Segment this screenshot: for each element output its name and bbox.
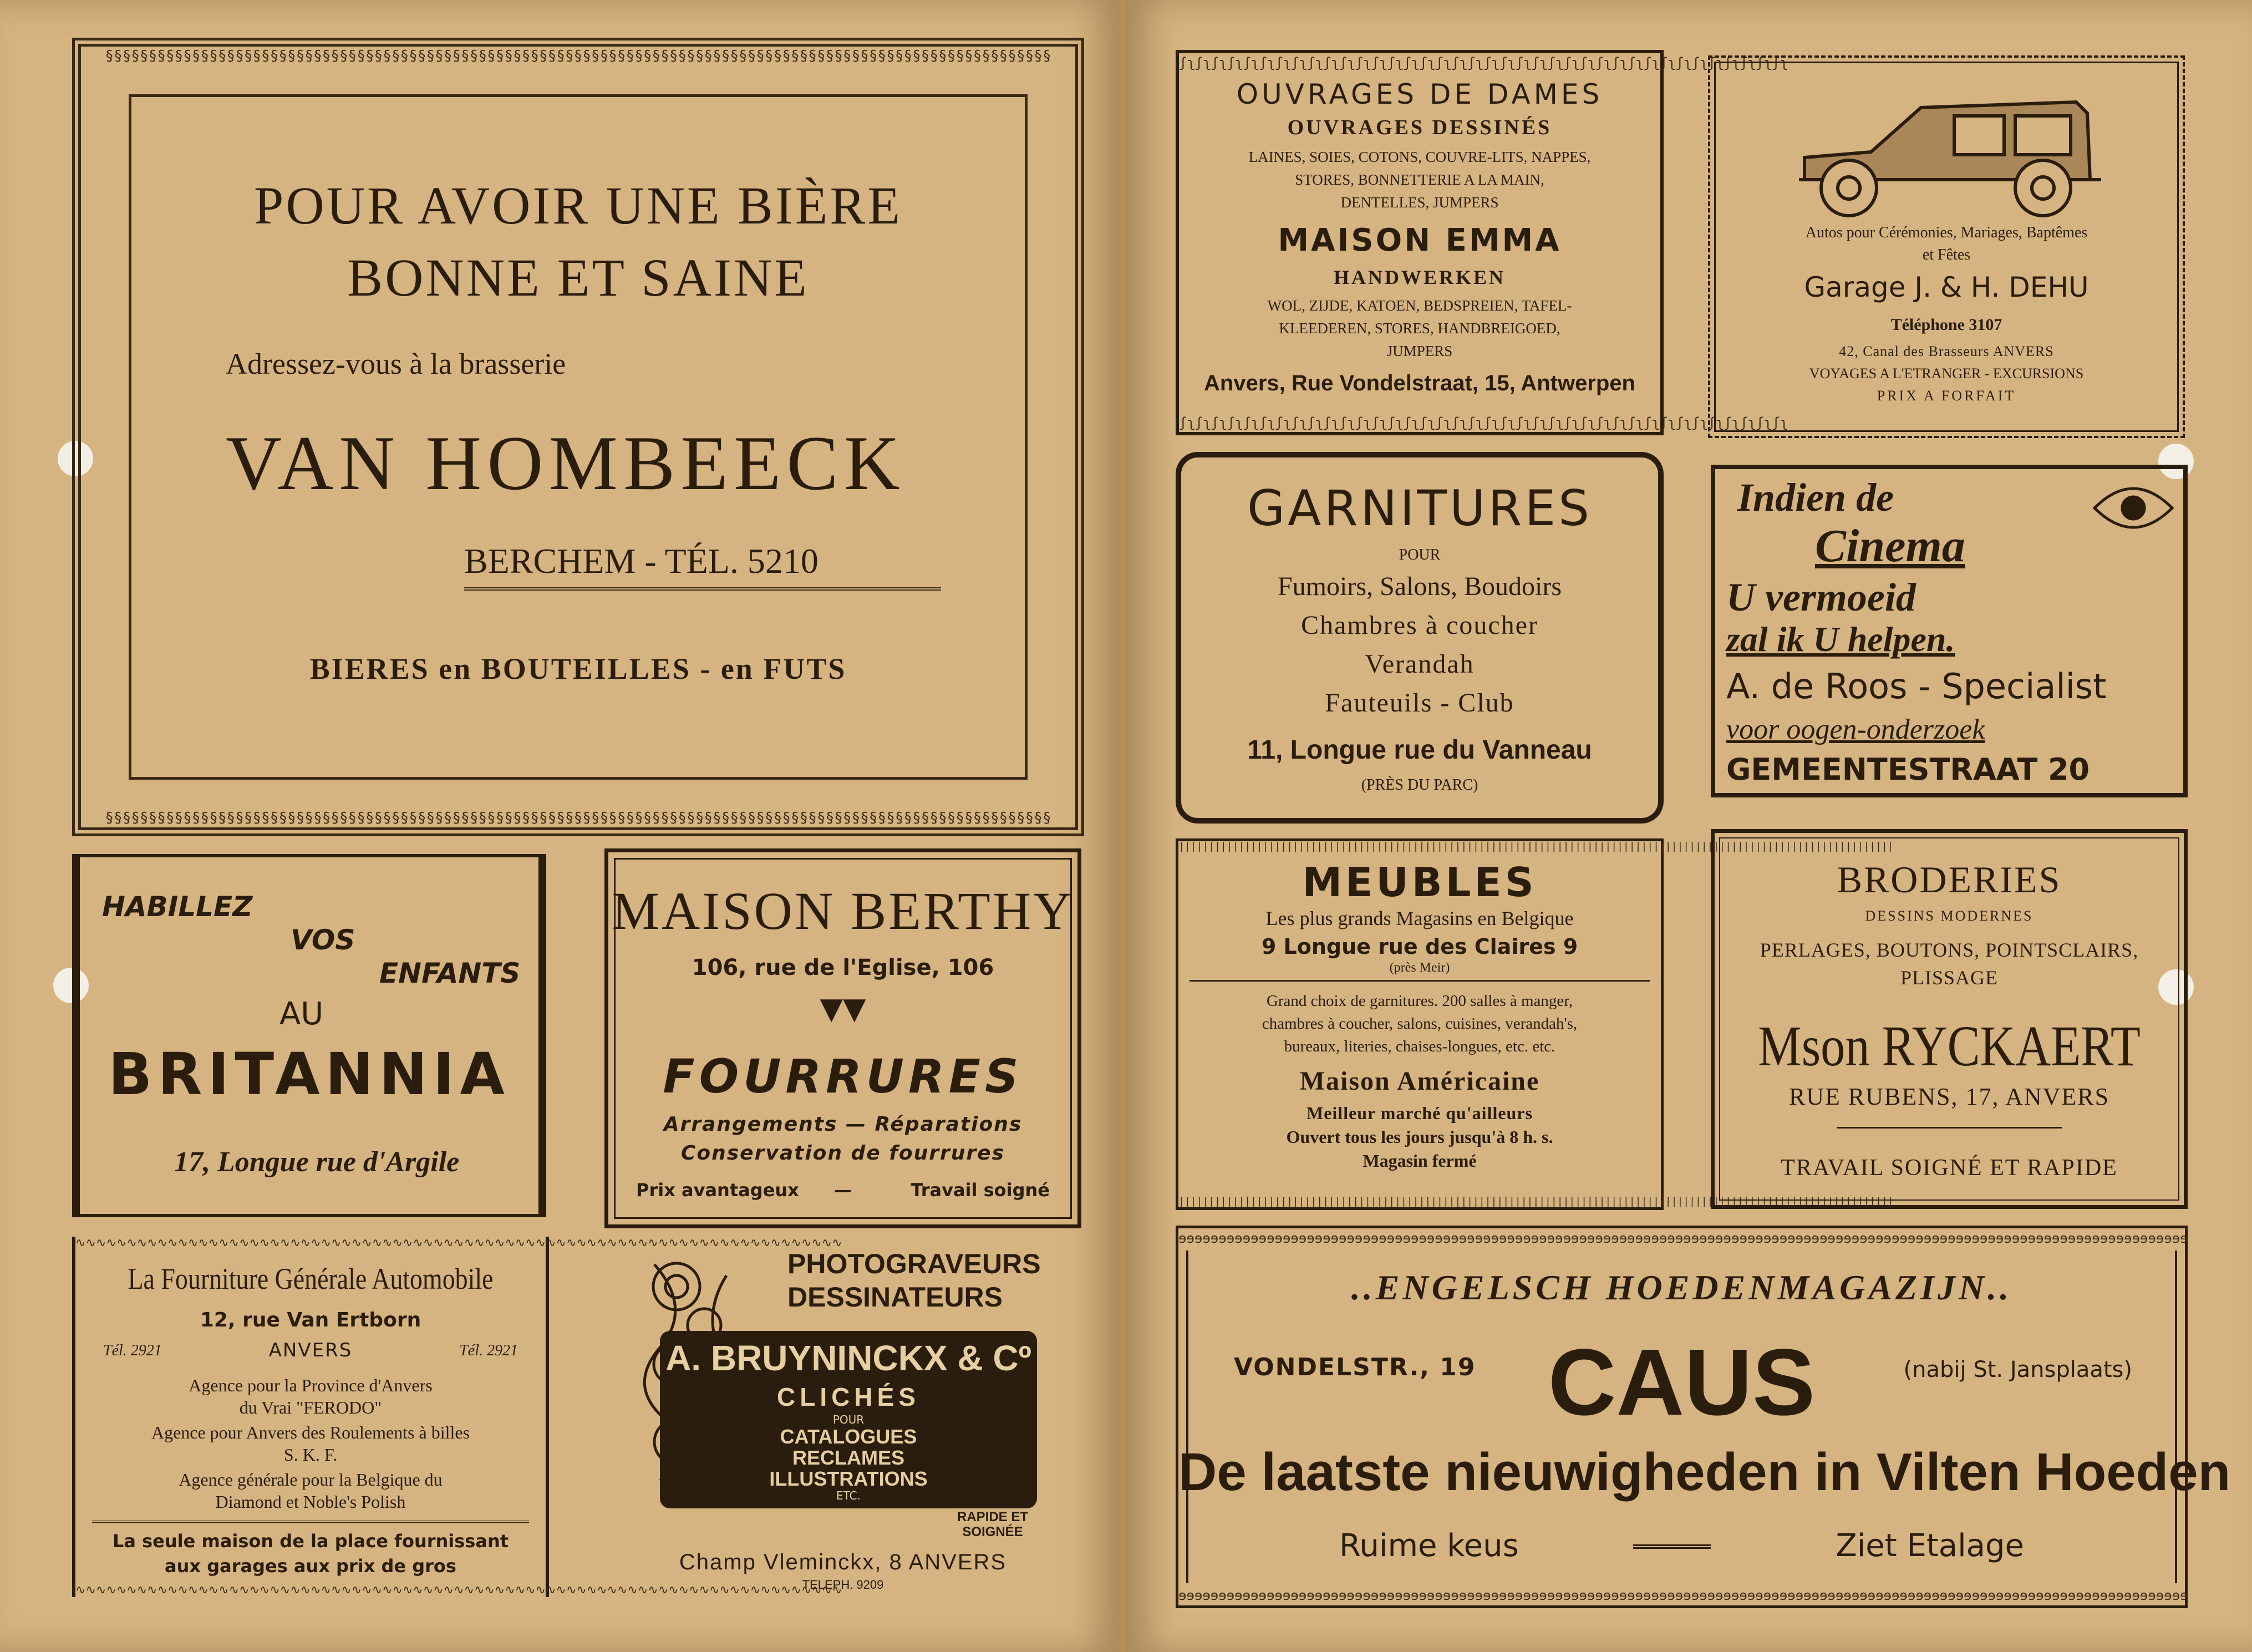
- garnitures-pour: POUR: [1399, 546, 1441, 563]
- decorative-border: ʃʅʃʅʃʅʃʅʃʅʃʅʃʅʃʅʃʅʃʅʃʅʃʅʃʅʃʅʃʅʃʅʃʅʃʅʃʅʃʅʃʅʃʅʃʅʃʅʃʅʃʅʃʅʃʅʃʅʃʅʃʅʃʅʃʅʃʅʃʅʃʅʃʅʃʅ: [1179, 415, 1788, 430]
- ad-maison-berthy: [604, 848, 1081, 1228]
- meubles-desc-3: bureaux, literies, chaises-longues, etc. etc.: [1284, 1038, 1555, 1055]
- emma-title-fr: OUVRAGES DE DAMES: [1236, 78, 1603, 110]
- garnitures-address: 11, Longue rue du Vanneau: [1247, 735, 1592, 765]
- emma-items-fr-3: DENTELLES, JUMPERS: [1340, 194, 1499, 211]
- emma-subtitle-nl: HANDWERKEN: [1333, 266, 1506, 288]
- berthy-emblem: ▼▼: [820, 991, 866, 1026]
- broderies-subtitle: DESSINS MODERNES: [1865, 908, 2034, 924]
- automobile-footer-1: La seule maison de la place fournissant: [112, 1531, 509, 1552]
- broderies-quality: TRAVAIL SOIGNÉ ET RAPIDE: [1781, 1155, 2118, 1181]
- meubles-claim: Meilleur marché qu'ailleurs: [1307, 1103, 1533, 1123]
- ad-van-hombeeck: [72, 38, 1084, 836]
- decorative-border: ɘɘɘɘɘɘɘɘɘɘɘɘɘɘɘɘɘɘɘɘɘɘɘɘɘɘɘɘɘɘɘɘɘɘɘɘɘɘɘɘɘɘɘɘɘɘɘɘɘɘɘɘɘɘɘɘɘɘɘɘɘɘɘɘɘɘɘɘɘɘɘɘɘɘɘɘɘɘɘɘɘɘɘɘɘɘɘɘɘɘɘɘɘɘɘɘɘɘɘɘɘɘɘɘɘɘɘɘɘɘɘɘɘɘɘɘɘɘɘɘɘɘɘɘɘɘ: [1178, 1588, 2188, 1603]
- garnitures-item-1: Fumoirs, Salons, Boudoirs: [1277, 572, 1562, 601]
- meubles-note: (près Meir): [1389, 960, 1450, 975]
- berthy-services-1: Arrangements — Réparations: [663, 1113, 1023, 1136]
- emma-items-fr-2: STORES, BONNETTERIE A LA MAIN,: [1295, 171, 1544, 188]
- automobile-agency-2a: Agence pour Anvers des Roulements à billes: [151, 1422, 470, 1442]
- cinema-line-3: U vermoeid: [1726, 575, 1916, 619]
- berthy-price: Prix avantageux: [636, 1180, 799, 1201]
- cinema-line-7: GEMEENTESTRAAT 20: [1726, 752, 2090, 787]
- ad-maison-emma: [1176, 50, 1788, 435]
- emma-items-nl-1: WOL, ZIJDE, KATOEN, BEDSPREIEN, TAFEL-: [1267, 297, 1572, 314]
- automobile-agency-2b: S. K. F.: [283, 1445, 338, 1465]
- berthy-product: FOURRURES: [663, 1049, 1023, 1104]
- meubles-desc-1: Grand choix de garnitures. 200 salles à manger,: [1266, 992, 1573, 1010]
- ad-meubles: [1176, 838, 1894, 1210]
- emma-subtitle-fr: OUVRAGES DESSINÉS: [1287, 116, 1552, 139]
- bruyninckx-item-2: RECLAMES: [792, 1446, 904, 1469]
- garage-line-2: et Fêtes: [1922, 246, 1971, 263]
- bruyninckx-item-1: CATALOGUES: [780, 1425, 917, 1448]
- bruyninckx-execution-1: EXÉCUTION: [953, 1495, 1031, 1509]
- automobile-title: La Fourniture Générale Automobile: [128, 1262, 494, 1295]
- garnitures-title: GARNITURES: [1247, 480, 1593, 537]
- broderies-brand: Mson RYCKAERT: [1758, 1014, 2141, 1078]
- bruyninckx-header-1: PHOTOGRAVEURS: [787, 1248, 1041, 1279]
- emma-items-fr-1: LAINES, SOIES, COTONS, COUVRE-LITS, NAPPES,: [1248, 149, 1591, 165]
- caus-header: ..ENGELSCH HOEDENMAGAZIJN..: [1351, 1268, 2012, 1307]
- bruyninckx-cliches: CLICHÉS: [777, 1382, 920, 1411]
- ad-fourniture-automobile: [72, 1236, 842, 1597]
- broderies-items-2: PLISSAGE: [1900, 967, 1999, 989]
- meubles-tagline: Les plus grands Magasins en Belgique: [1265, 907, 1574, 929]
- automobile-footer-2: aux garages aux prix de gros: [165, 1556, 456, 1577]
- decorative-border: |||||||||||||||||||||||||||||||||||||||||||||||||||||||||||||||||||||||||||||||||||||||||||||||||||||||||||||||||||||||: [1178, 841, 1894, 852]
- bruyninckx-phone: TELEPH. 9209: [802, 1578, 884, 1592]
- britannia-line-4: AU: [279, 996, 324, 1032]
- left-page: [0, 0, 1120, 1652]
- dark-banner: [660, 1331, 1037, 1508]
- products-line: BIERES en BOUTEILLES - en FUTS: [309, 652, 847, 685]
- berthy-dash: —: [834, 1180, 852, 1201]
- ad-broderies: [1711, 829, 2188, 1209]
- berthy-address: 106, rue de l'Eglise, 106: [692, 955, 994, 980]
- bruyninckx-execution-2: RAPIDE ET: [957, 1509, 1028, 1524]
- decorative-border: §§§§§§§§§§§§§§§§§§§§§§§§§§§§§§§§§§§§§§§§§§§§§§§§§§§§§§§§§§§§§§§§§§§§§§§§§§§§§§§§§§§§§§§§§§§§§§§§§§§§§§§§§§§§§: [105, 48, 1051, 64]
- caus-street: VONDELSTR., 19: [1234, 1353, 1476, 1381]
- meubles-closed: Magasin fermé: [1363, 1151, 1477, 1171]
- brand-name: VAN HOMBEECK: [226, 420, 906, 506]
- bruyninckx-pour: POUR: [832, 1413, 865, 1426]
- caus-left-slogan: Ruime keus: [1339, 1528, 1519, 1564]
- cinema-line-1: Indien de: [1737, 475, 1894, 520]
- cinema-line-2: Cinema: [1815, 520, 1965, 572]
- garage-brand: Garage J. & H. DEHU: [1804, 271, 2089, 303]
- divider: [1633, 1544, 1711, 1549]
- britannia-brand: BRITANNIA: [108, 1040, 510, 1108]
- ad-bruyninckx: [643, 1242, 1043, 1597]
- bruyninckx-execution-3: SOIGNÉE: [962, 1524, 1023, 1539]
- divider: [92, 1521, 529, 1523]
- divider: [1189, 980, 1650, 982]
- britannia-line-1: HABILLEZ: [102, 891, 253, 923]
- automobile-agency-1a: Agence pour la Province d'Anvers: [189, 1375, 433, 1395]
- meubles-desc-2: chambres à coucher, salons, cuisines, verandah's,: [1262, 1015, 1578, 1033]
- emma-items-nl-3: JUMPERS: [1386, 343, 1453, 359]
- garnitures-note: (PRÈS DU PARC): [1361, 776, 1478, 794]
- cinema-line-5: A. de Roos - Specialist: [1726, 666, 2107, 706]
- garage-phone: Téléphone 3107: [1890, 316, 2002, 334]
- caus-headline: De laatste nieuwigheden in Vilten Hoeden: [1178, 1442, 2231, 1502]
- automobile-agency-3a: Agence générale pour la Belgique du: [179, 1470, 443, 1490]
- meubles-hours: Ouvert tous les jours jusqu'à 8 h. s.: [1286, 1127, 1553, 1147]
- decorative-border: ʃʅʃʅʃʅʃʅʃʅʃʅʃʅʃʅʃʅʃʅʃʅʃʅʃʅʃʅʃʅʃʅʃʅʃʅʃʅʃʅʃʅʃʅʃʅʃʅʃʅʃʅʃʅʃʅʃʅʃʅʃʅʃʅʃʅʃʅʃʅʃʅʃʅʃʅ: [1179, 55, 1788, 70]
- berthy-services-2: Conservation de fourrures: [680, 1142, 1005, 1165]
- emma-items-nl-2: KLEEDEREN, STORES, HANDBREIGOED,: [1279, 320, 1560, 337]
- ad-britannia: [72, 854, 546, 1217]
- garnitures-item-4: Fauteuils - Club: [1325, 688, 1514, 718]
- automobile-tel-left: Tél. 2921: [103, 1342, 162, 1359]
- ad-garnitures: [1176, 452, 1664, 824]
- bruyninckx-header-2: DESSINATEURS: [787, 1282, 1003, 1313]
- divider: [1837, 1127, 2062, 1129]
- bruyninckx-address: Champ Vleminckx, 8 ANVERS: [679, 1550, 1007, 1574]
- car-illustration: [1788, 85, 2109, 224]
- bruyninckx-etc: ETC.: [836, 1489, 861, 1502]
- broderies-address: RUE RUBENS, 17, ANVERS: [1788, 1083, 2110, 1110]
- right-page: [1126, 0, 2252, 1652]
- decorative-border: ∿∿∿∿∿∿∿∿∿∿∿∿∿∿∿∿∿∿∿∿∿∿∿∿∿∿∿∿∿∿∿∿∿∿∿∿∿∿∿∿∿∿∿∿∿∿∿∿∿∿∿∿∿∿∿∿∿∿∿∿∿∿∿∿∿∿∿∿∿∿∿∿∿∿∿: [75, 1236, 842, 1250]
- bruyninckx-item-3: ILLUSTRATIONS: [769, 1467, 928, 1490]
- garnitures-item-2: Chambres à coucher: [1301, 611, 1538, 640]
- decorative-border: ∿∿∿∿∿∿∿∿∿∿∿∿∿∿∿∿∿∿∿∿∿∿∿∿∿∿∿∿∿∿∿∿∿∿∿∿∿∿∿∿∿∿∿∿∿∿∿∿∿∿∿∿∿∿∿∿∿∿∿∿∿∿∿∿∿∿∿∿∿∿∿∿∿∿∿: [75, 1583, 842, 1597]
- broderies-items-1: PERLAGES, BOUTONS, POINTSCLAIRS,: [1760, 939, 2139, 961]
- decorative-border: §§§§§§§§§§§§§§§§§§§§§§§§§§§§§§§§§§§§§§§§§§§§§§§§§§§§§§§§§§§§§§§§§§§§§§§§§§§§§§§§§§§§§§§§§§§§§§§§§§§§§§§§§§§§§: [105, 810, 1051, 826]
- meubles-title: MEUBLES: [1302, 859, 1537, 906]
- garnitures-item-3: Verandah: [1365, 649, 1475, 679]
- britannia-line-3: ENFANTS: [379, 957, 521, 989]
- emma-address: Anvers, Rue Vondelstraat, 15, Antwerpen: [1204, 371, 1635, 395]
- automobile-address: 12, rue Van Ertborn: [200, 1309, 421, 1331]
- garage-address: 42, Canal des Brasseurs ANVERS: [1839, 343, 2054, 359]
- headline-line-1: POUR AVOIR UNE BIÈRE: [254, 176, 902, 235]
- caus-right-slogan: Ziet Etalage: [1836, 1528, 2024, 1564]
- garage-travel: VOYAGES A L'ETRANGER - EXCURSIONS: [1809, 365, 2084, 382]
- ad-caus: [1176, 1226, 2231, 1608]
- caus-brand: CAUS: [1548, 1330, 1816, 1435]
- caus-near: (nabij St. Jansplaats): [1903, 1357, 2132, 1382]
- berthy-brand: MAISON BERTHY: [612, 881, 1074, 941]
- bruyninckx-brand: A. BRUYNINCKX & Cº: [665, 1338, 1031, 1378]
- ad-garage-dehu: [1708, 55, 2185, 438]
- garage-price: PRIX A FORFAIT: [1877, 388, 2016, 404]
- decorative-border: ɘɘɘɘɘɘɘɘɘɘɘɘɘɘɘɘɘɘɘɘɘɘɘɘɘɘɘɘɘɘɘɘɘɘɘɘɘɘɘɘɘɘɘɘɘɘɘɘɘɘɘɘɘɘɘɘɘɘɘɘɘɘɘɘɘɘɘɘɘɘɘɘɘɘɘɘɘɘɘɘɘɘɘɘɘɘɘɘɘɘɘɘɘɘɘɘɘɘɘɘɘɘɘɘɘɘɘɘɘɘɘɘɘɘɘɘɘɘɘɘɘɘɘɘɘɘ: [1178, 1231, 2188, 1246]
- cinema-line-6: voor oogen-onderzoek: [1726, 714, 1985, 745]
- automobile-agency-3b: Diamond et Noble's Polish: [215, 1492, 406, 1512]
- headline-line-2: BONNE ET SAINE: [347, 248, 809, 307]
- intro-text: Adressez-vous à la brasserie: [226, 347, 566, 380]
- location-phone: BERCHEM - TÉL. 5210: [464, 541, 941, 591]
- automobile-tel-right: Tél. 2921: [459, 1342, 518, 1359]
- garage-line-1: Autos pour Cérémonies, Mariages, Baptêmes: [1805, 224, 2088, 241]
- cinema-line-4: zal ik U helpen.: [1726, 619, 1955, 659]
- britannia-line-2: VOS: [291, 924, 355, 956]
- berthy-quality: Travail soigné: [911, 1180, 1050, 1201]
- automobile-city: ANVERS: [268, 1339, 353, 1361]
- ad-cinema-optician: [1711, 465, 2188, 797]
- meubles-address: 9 Longue rue des Claires 9: [1261, 934, 1578, 959]
- decorative-border: |||||||||||||||||||||||||||||||||||||||||||||||||||||||||||||||||||||||||||||||||||||||||||||||||||||||||||||||||||||||: [1178, 1196, 1894, 1207]
- inner-frame: [129, 94, 1028, 780]
- broderies-title: BRODERIES: [1837, 858, 2062, 901]
- britannia-address: 17, Longue rue d'Argile: [174, 1146, 460, 1178]
- automobile-agency-1b: du Vrai "FERODO": [239, 1397, 382, 1417]
- meubles-brand: Maison Américaine: [1299, 1066, 1540, 1096]
- emma-brand: MAISON EMMA: [1278, 222, 1562, 258]
